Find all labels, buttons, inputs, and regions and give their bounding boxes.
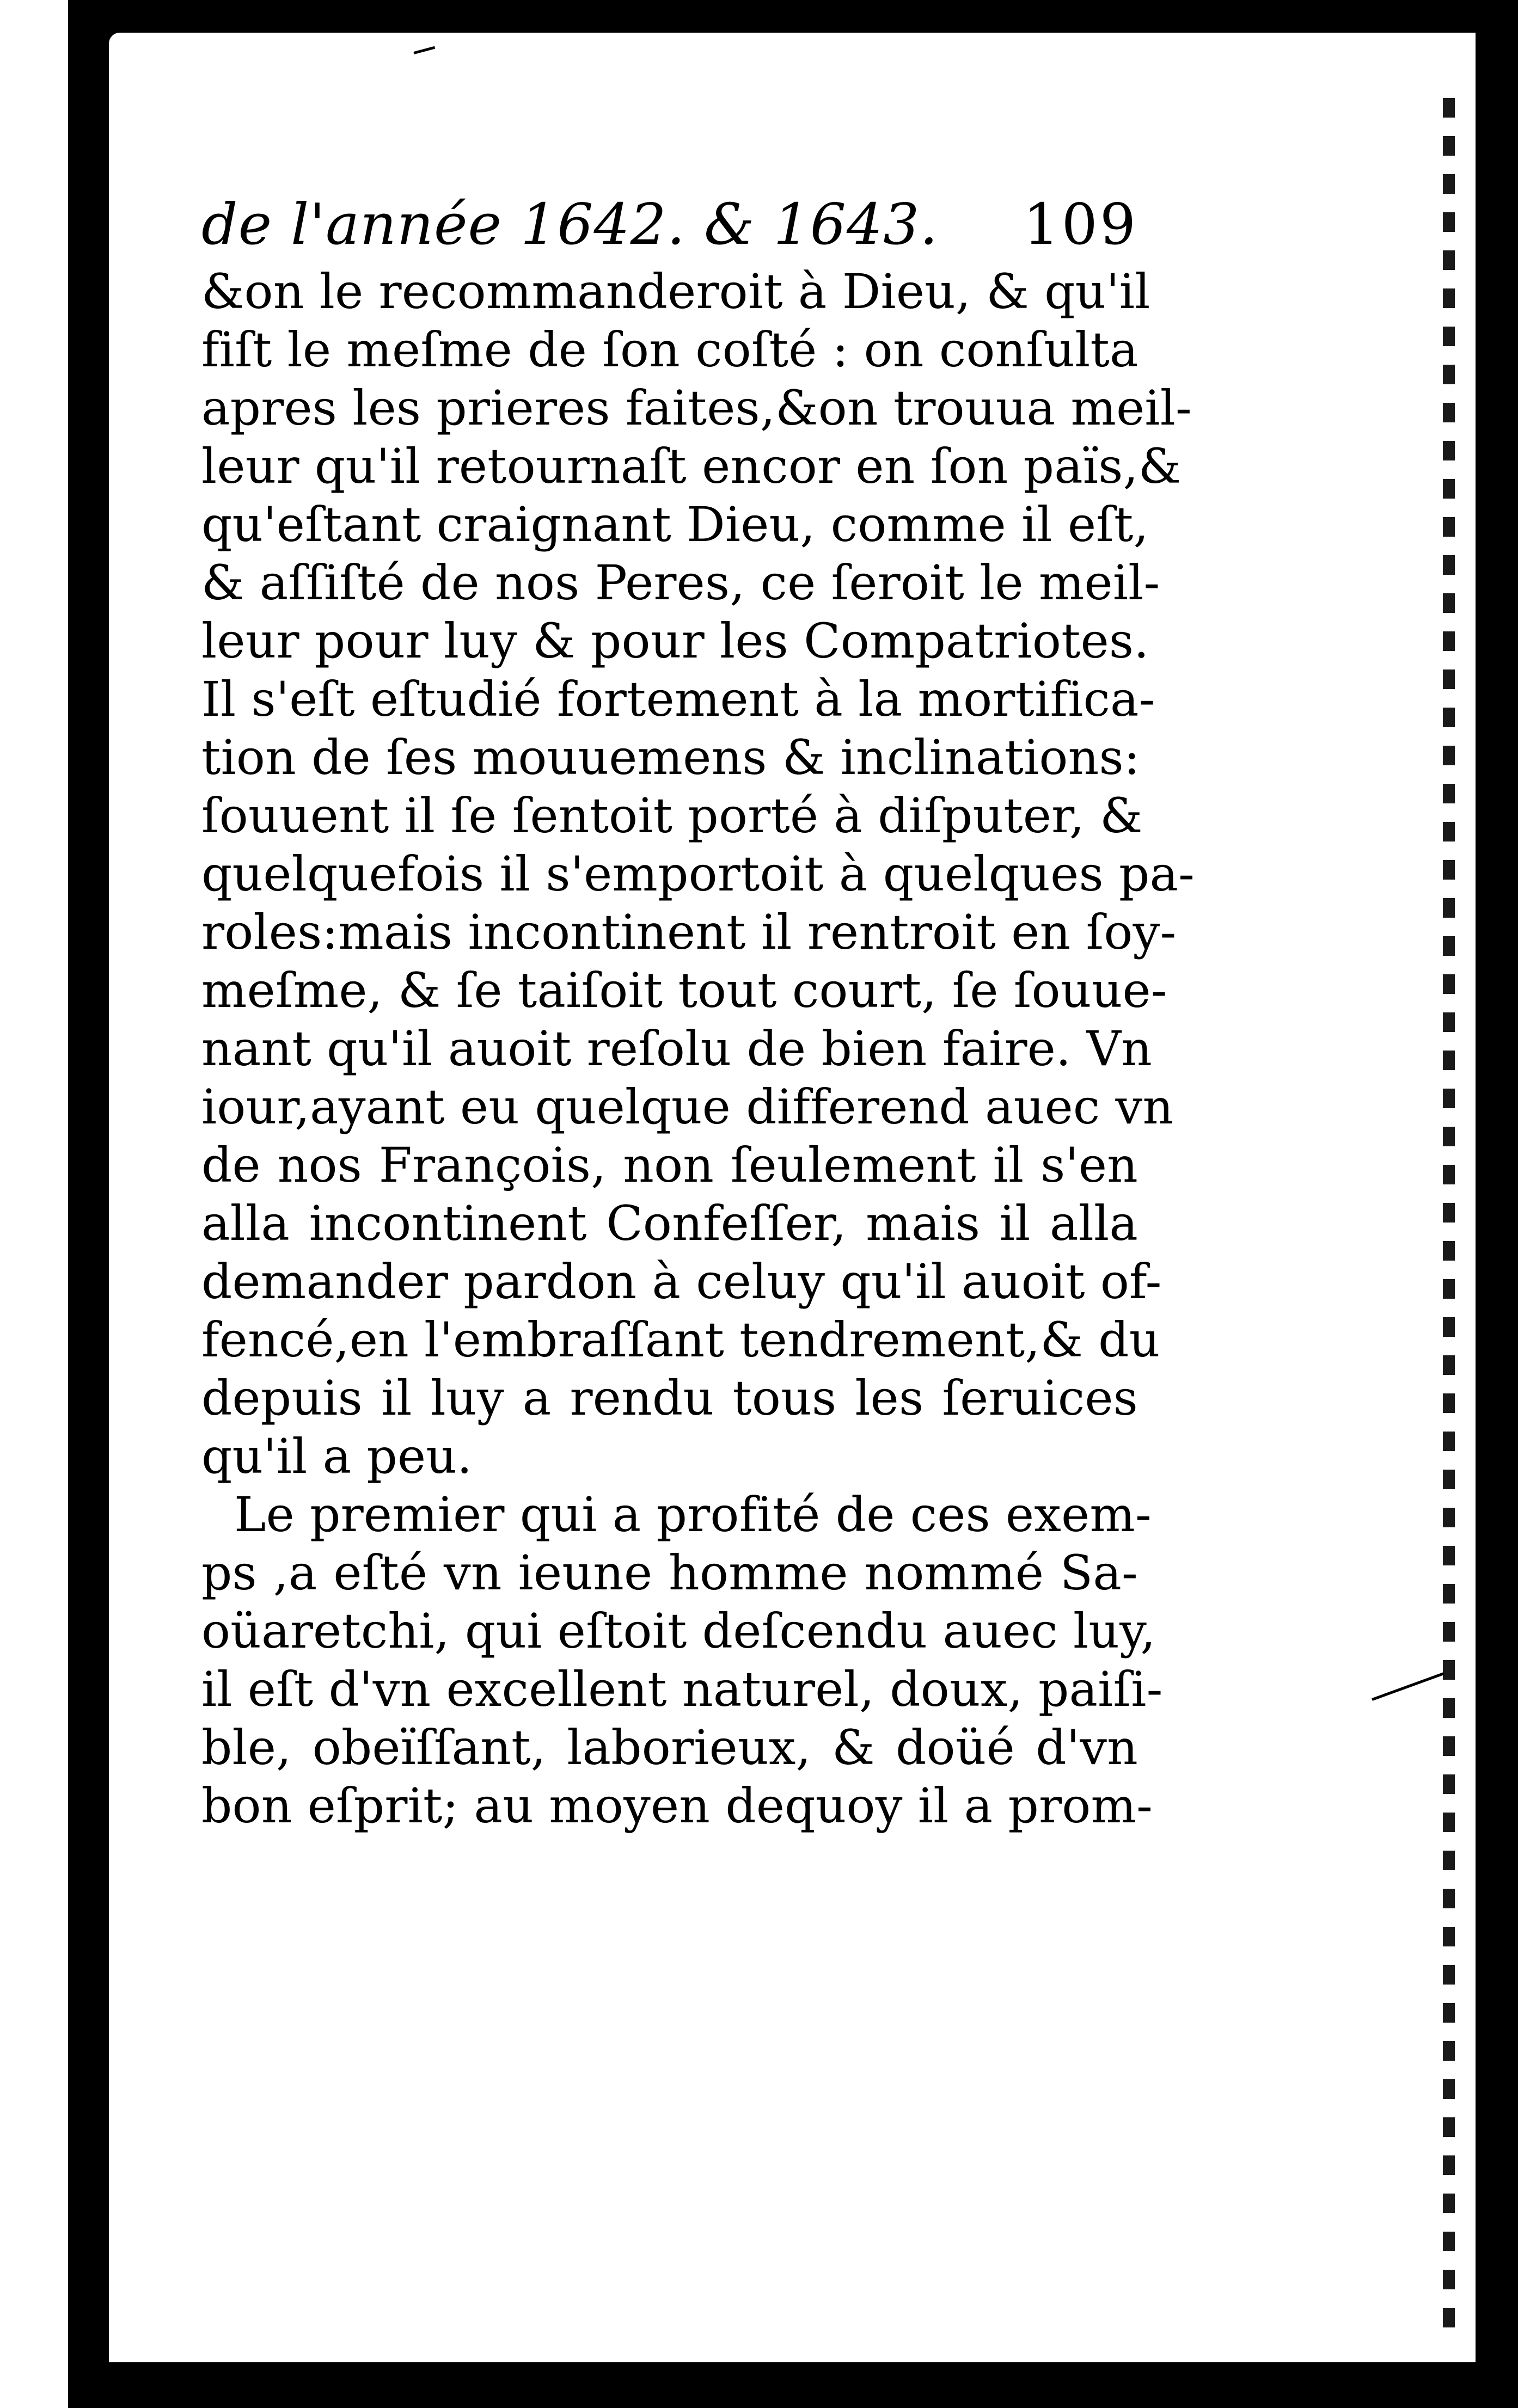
- running-head-title: de l'année 1642. & 1643.: [201, 191, 939, 257]
- text-line: tion de ſes mouuemens & inclinations:: [201, 729, 1140, 785]
- text-line: demander pardon à celuy qu'il auoit of-: [201, 1254, 1162, 1310]
- text-line: iour,ayant eu quelque differend auec vn: [201, 1079, 1174, 1135]
- page-edge-texture: [1443, 98, 1455, 2330]
- text-line: & aſſiſté de nos Peres, ce ſeroit le meil-: [201, 555, 1160, 611]
- text-line: il eſt d'vn excellent naturel, doux, paiſi-: [201, 1661, 1163, 1717]
- text-line: alla incontinent Confeſſer, mais il alla: [201, 1195, 1138, 1251]
- text-line: de nos François, non ſeulement il s'en: [201, 1137, 1138, 1193]
- gutter-shadow: [68, 0, 106, 2408]
- text-line: quelquefois il s'emportoit à quelques pa-: [201, 846, 1195, 902]
- text-line: qu'eſtant craignant Dieu, comme il eſt,: [201, 496, 1149, 552]
- text-line: ſouuent il ſe ſentoit porté à diſputer, &: [201, 788, 1143, 844]
- text-line: bon eſprit; au moyen dequoy il a prom-: [201, 1778, 1153, 1834]
- text-line: apres les prieres faites,&on trouua meil-: [201, 380, 1192, 436]
- text-line: &on le recommanderoit à Dieu, & qu'il: [201, 263, 1150, 320]
- facing-page-edge: [0, 0, 68, 2408]
- text-line: fiſt le meſme de ſon coſté : on conſulta: [201, 322, 1138, 378]
- running-head: [201, 191, 1138, 258]
- text-line: roles:mais incontinent il rentroit en ſoy-: [201, 904, 1177, 960]
- page-number: 109: [1023, 191, 1138, 257]
- text-line: ble, obeïſſant, laborieux, & doüé d'vn: [201, 1719, 1138, 1776]
- text-line: depuis il luy a rendu tous les ſeruices: [201, 1370, 1138, 1426]
- text-line: leur pour luy & pour les Compatriotes.: [201, 613, 1149, 669]
- paragraph-first-line: Le premier qui a profité de ces exem-: [234, 1486, 1152, 1543]
- text-line: Il s'eſt eſtudié fortement à la mortifica-: [201, 671, 1155, 727]
- text-line: qu'il a peu.: [201, 1428, 473, 1484]
- text-line: fencé,en l'embraſſant tendrement,& du: [201, 1312, 1160, 1368]
- text-line: nant qu'il auoit reſolu de bien faire. Vn: [201, 1021, 1152, 1077]
- text-line: oüaretchi, qui eſtoit deſcendu auec luy,: [201, 1603, 1156, 1659]
- text-line: meſme, & ſe taiſoit tout court, ſe ſouue-: [201, 962, 1167, 1018]
- text-line: ps ,a eſté vn ieune homme nommé Sa-: [201, 1545, 1138, 1601]
- text-line: leur qu'il retournaſt encor en ſon païs,&: [201, 438, 1182, 494]
- page-text: [201, 191, 1195, 1835]
